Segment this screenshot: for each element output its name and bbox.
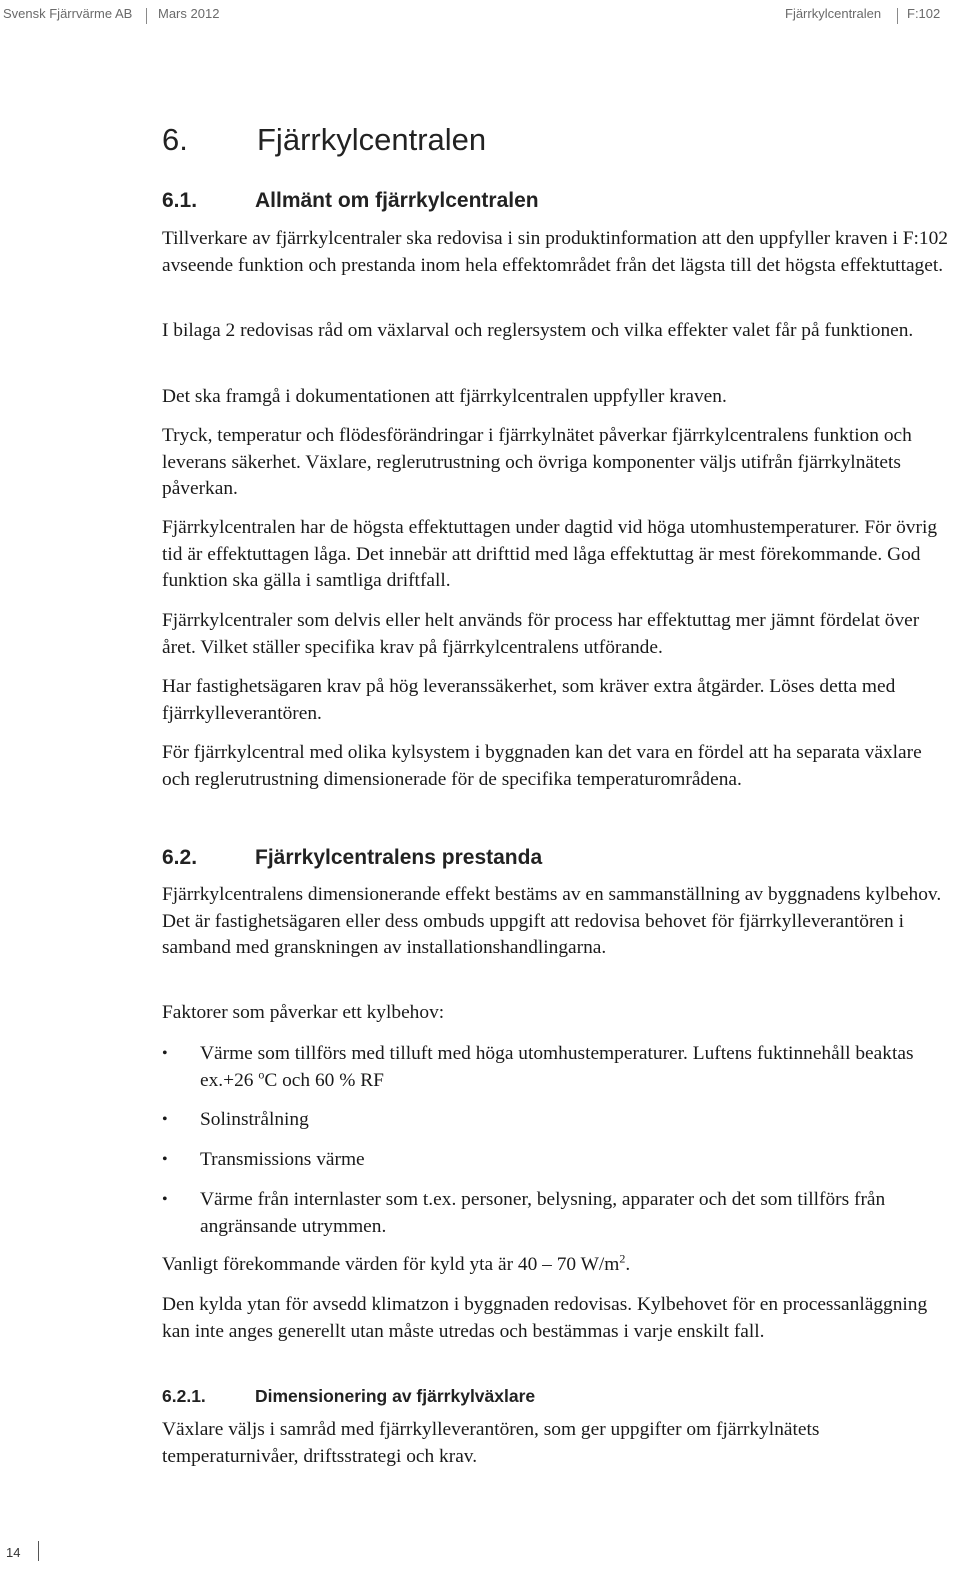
list-item-text: Transmissions värme <box>200 1149 365 1170</box>
header-doc-title: Fjärrkylcentralen <box>785 6 882 21</box>
section-title: Fjärrkylcentralens prestanda <box>255 846 543 869</box>
paragraph: Fjärrkylcentralens dimensionerande effekt bestäms av en sammanställning av byggnadens kylbehov. Det är fastighetsägaren eller dess ombuds uppgift att redovisa behovet för fjärrkylleverantören i samband med granskningen av installationshandlingarna. <box>162 884 942 959</box>
chapter-number: 6. <box>162 122 188 157</box>
paragraph: Vanligt förekommande värden för kyld yta är 40 – 70 $W/m^2$. <box>162 1251 631 1275</box>
bullet-icon: • <box>162 1151 168 1168</box>
paragraph: Har fastighetsägaren krav på hög leveranssäkerhet, som kräver extra åtgärder. Löses detta med fjärrkylleverantören. <box>162 676 896 724</box>
header-company: Svensk Fjärrvärme AB <box>3 6 133 21</box>
header-divider <box>146 8 147 24</box>
paragraph: Växlare väljs i samråd med fjärrkylleverantören, som ger uppgifter om fjärrkylnätets temperaturnivåer, driftsstrategi och krav. <box>162 1419 820 1467</box>
paragraph: I bilaga 2 redovisas råd om växlarval och reglersystem och vilka effekter valet får på funktionen. <box>162 320 914 341</box>
paragraph: Fjärrkylcentralen har de högsta effektuttagen under dagtid vid höga utomhustemperaturer. För övrig tid är effektuttagen låga. Det innebär att drifttid med låga effektuttag är mest förekommande. God funktion ska gälla i samtliga driftfall. <box>162 517 938 592</box>
factors-label: Faktorer som påverkar ett kylbehov: <box>162 1002 445 1023</box>
paragraph: Tryck, temperatur och flödesförändringar i fjärrkylnätet påverkar fjärrkylcentralens funktion och leverans säkerhet. Växlare, reglerutrustning och övriga komponenter väljs utifrån fjärrkylnätets påverkan. <box>162 425 912 500</box>
bullet-icon: • <box>162 1045 168 1062</box>
list-item-text: Värme från internlaster som t.ex. personer, belysning, apparater och det som tillförs från angränsande utrymmen. <box>200 1189 886 1237</box>
section-number: 6.2. <box>162 846 198 869</box>
section-number: 6.1. <box>162 189 198 212</box>
paragraph: Det ska framgå i dokumentationen att fjärrkylcentralen uppfyller kraven. <box>162 386 727 407</box>
section-title: Allmänt om fjärrkylcentralen <box>255 189 539 212</box>
list-item-text: Värme som tillförs med tilluft med höga utomhustemperaturer. Luftens fuktinnehåll beaktas ex.+26 $^o$C och 60 % RF <box>200 1043 914 1091</box>
header-doc-code: F:102 <box>907 6 941 21</box>
chapter-title: Fjärrkylcentralen <box>257 122 487 157</box>
section-number: 6.2.1. <box>162 1386 206 1406</box>
bullet-icon: • <box>162 1191 168 1208</box>
header-divider <box>897 8 898 24</box>
paragraph: Tillverkare av fjärrkylcentraler ska redovisa i sin produktinformation att den uppfyller kraven i F:102 avseende funktion och prestanda inom hela effektområdet från det lägsta till det högsta effektuttaget. <box>162 228 949 276</box>
page-header <box>0 6 960 28</box>
paragraph: Fjärrkylcentraler som delvis eller helt används för process har effektuttag mer jämnt fördelat över året. Vilket ställer specifika krav på fjärrkylcentralens utförande. <box>162 610 920 658</box>
list-item-text: Solinstrålning <box>200 1109 309 1130</box>
bullet-icon: • <box>162 1111 168 1128</box>
paragraph: För fjärrkylcentral med olika kylsystem i byggnaden kan det vara en fördel att ha separata växlare och reglerutrustning dimensionerade för de specifika temperaturområdena. <box>162 742 922 790</box>
header-date: Mars 2012 <box>158 6 220 21</box>
footer-divider <box>38 1541 39 1561</box>
page-number: 14 <box>6 1545 21 1560</box>
paragraph: Den kylda ytan för avsedd klimatzon i byggnaden redovisas. Kylbehovet för en processanläggning kan inte anges generellt utan måste utredas och bestämmas i varje enskilt fall. <box>162 1294 928 1342</box>
section-title: Dimensionering av fjärrkylväxlare <box>255 1386 536 1406</box>
